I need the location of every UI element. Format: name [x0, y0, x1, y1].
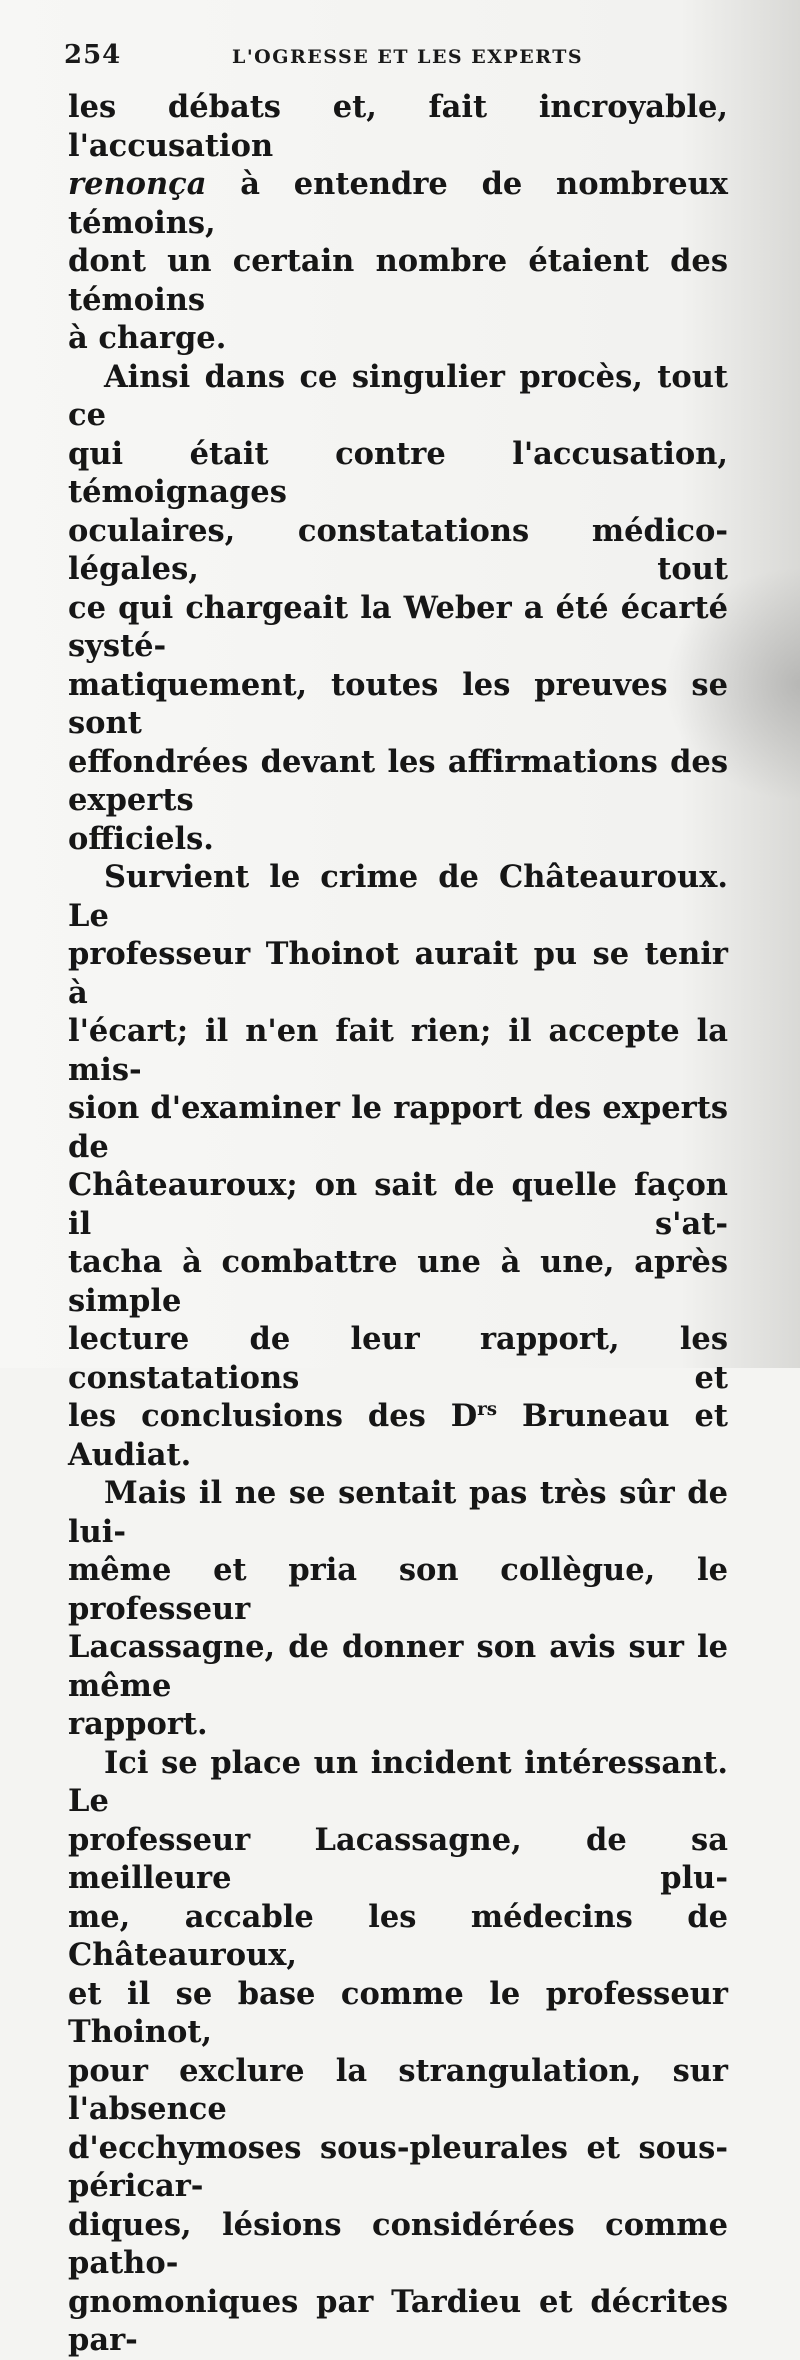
paragraph-2-line-3: oculaires, constatations médico-légales, tout: [68, 512, 728, 587]
paragraph-3-line-7: lecture de leur rapport, les constatations et: [68, 1321, 728, 1396]
paragraph-2-line-1: Ainsi dans ce singulier procès, tout ce: [68, 358, 728, 433]
paragraph-5-line-4: et il se base comme le professeur Thoinot,: [68, 1975, 728, 2050]
paragraph-3-line-8-end: Bruneau et Audiat.: [68, 1398, 728, 1473]
paragraph-5-line-2: professeur Lacassagne, de sa meilleure plu-: [68, 1821, 728, 1896]
paragraph-4-line-4: rapport.: [68, 1706, 208, 1742]
page-header: [64, 36, 744, 76]
paragraph-1-line-1: les débats et, fait incroyable, l'accusation: [68, 89, 728, 164]
paragraph-5-line-8: gnomoniques par Tardieu et décrites par-: [68, 2283, 728, 2358]
paragraph-3-line-3: l'écart; il n'en fait rien; il accepte la mis-: [68, 1013, 728, 1088]
paragraph-1-line-2: [68, 165, 728, 242]
paragraph-2-line-5: matiquement, toutes les preuves se sont: [68, 666, 728, 741]
body-text: [68, 88, 728, 2360]
paragraph-2-line-6: effondrées devant les affirmations des experts: [68, 743, 728, 818]
paragraph-2-line-7: officiels.: [68, 820, 214, 857]
paragraph-2-line-2: qui était contre l'accusation, témoignages: [68, 435, 728, 510]
paragraph-1-line-3: dont un certain nombre étaient des témoins: [68, 243, 728, 318]
paragraph-5-line-5: pour exclure la strangulation, sur l'absence: [68, 2052, 728, 2127]
paragraph-5-line-1: Ici se place un incident intéressant. Le: [68, 1744, 728, 1819]
paragraph-3-line-2: professeur Thoinot aurait pu se tenir à: [68, 936, 728, 1011]
doctors-abbreviation-superscript: rs: [477, 1398, 498, 1420]
running-title: L'OGRESSE ET LES EXPERTS: [232, 46, 584, 68]
paragraph-3-line-8: [68, 1397, 728, 1474]
paragraph-3-line-6: tacha à combattre une à une, après simple: [68, 1244, 728, 1319]
paragraph-3-line-8-start: les conclusions des D: [68, 1398, 478, 1434]
paragraph-4-line-1: Mais il ne se sentait pas très sûr de lui-: [68, 1475, 728, 1550]
paragraph-5-line-6: d'ecchymoses sous-pleurales et sous-péricar-: [68, 2129, 728, 2204]
paragraph-5-line-7: diques, lésions considérées comme patho-: [68, 2206, 728, 2281]
paragraph-1-line-2-text: à entendre de nombreux témoins,: [68, 166, 728, 241]
page-number: 254: [64, 40, 122, 70]
paragraph-3-line-1: Survient le crime de Châteauroux. Le: [68, 859, 728, 934]
paragraph-4-line-2: même et pria son collègue, le professeur: [68, 1552, 728, 1627]
paragraph-5-line-3: me, accable les médecins de Châteauroux,: [68, 1898, 728, 1973]
paragraph-3-line-4: sion d'examiner le rapport des experts de: [68, 1090, 728, 1165]
paragraph-1-line-4: à charge.: [68, 320, 227, 356]
paragraph-4-line-3: Lacassagne, de donner son avis sur le même: [68, 1629, 728, 1704]
emphasis-word: renonça: [68, 166, 207, 202]
paragraph-3-line-5: Châteauroux; on sait de quelle façon il s'at-: [68, 1167, 728, 1242]
paragraph-2-line-4: ce qui chargeait la Weber a été écarté systé-: [68, 589, 728, 664]
